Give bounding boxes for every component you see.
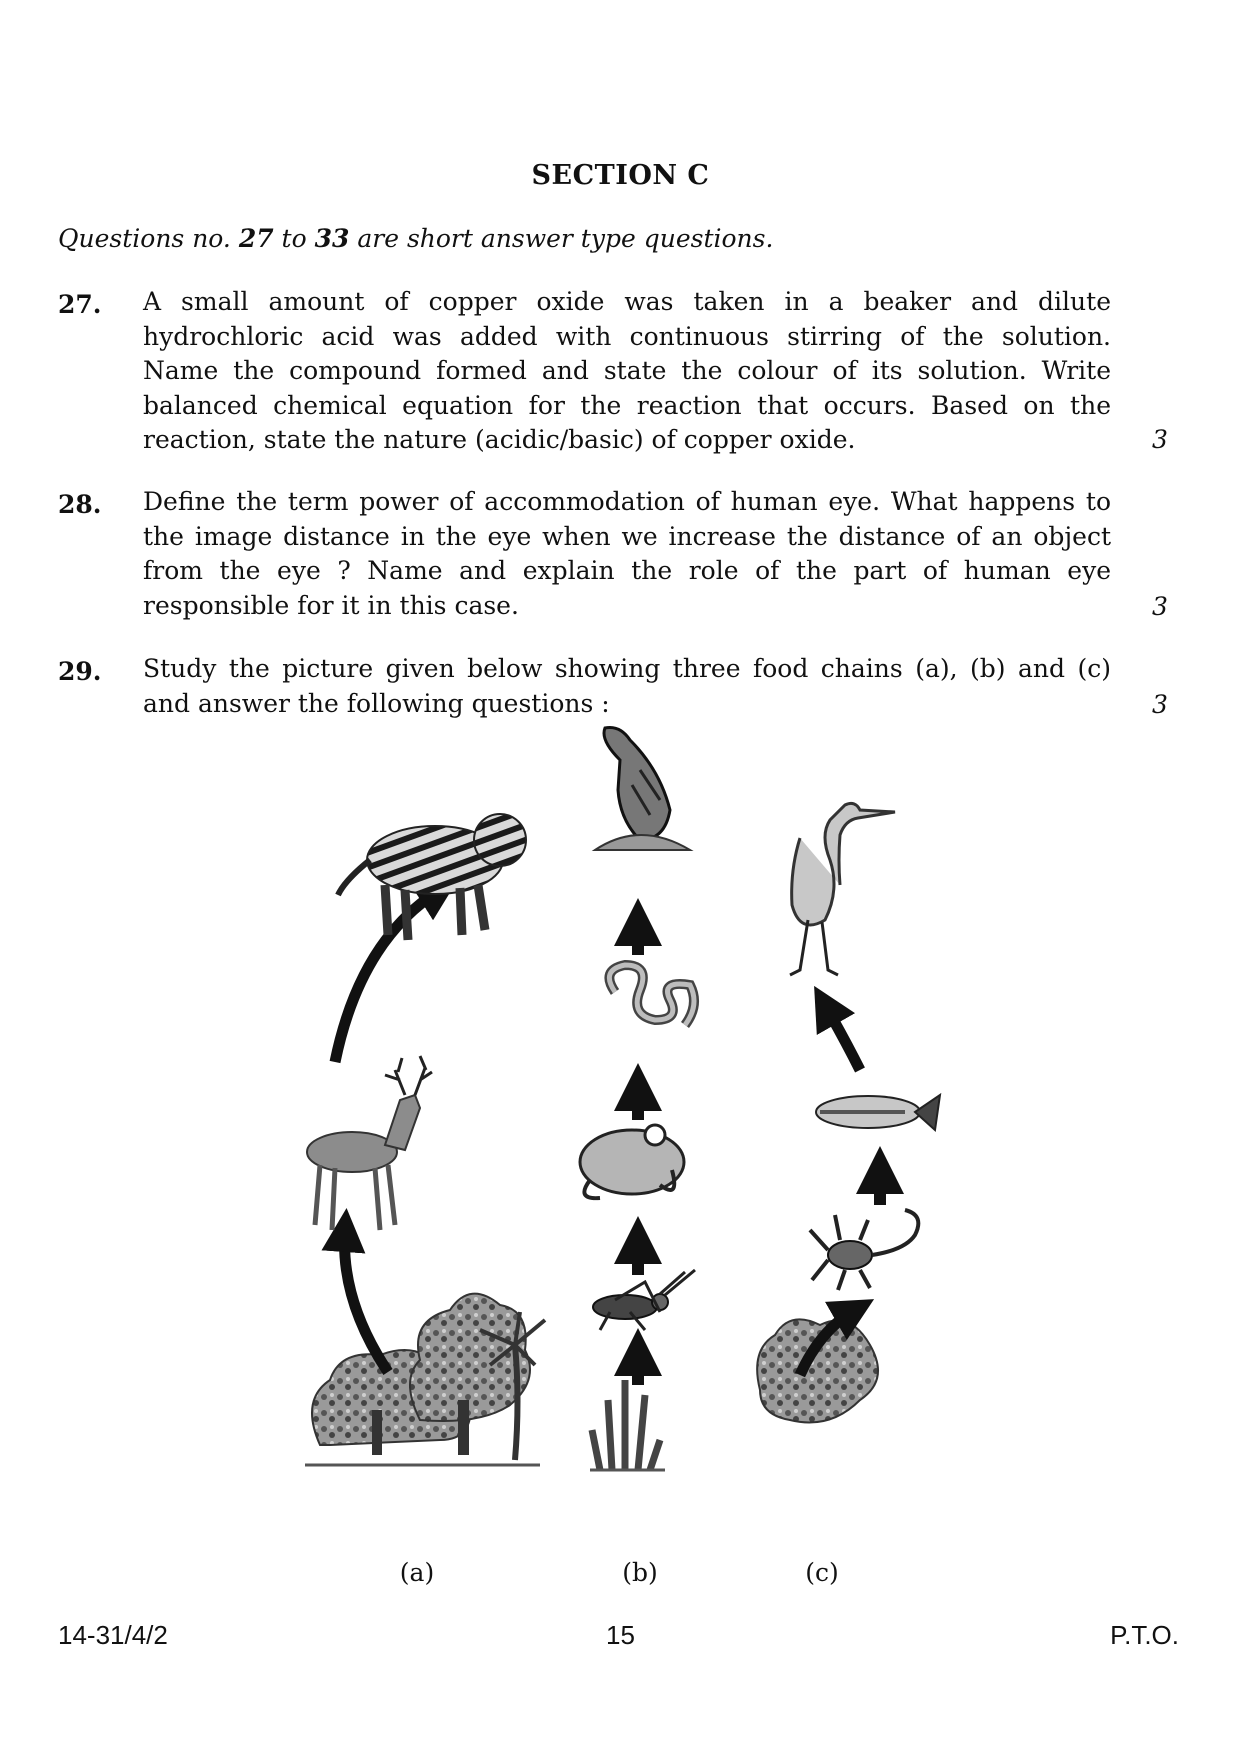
chain-b-frog-illustration: [580, 1125, 684, 1198]
instructions-from: 27: [238, 224, 274, 253]
chain-b-grasshopper-illustration: [593, 1270, 695, 1330]
instructions-mid: to: [273, 224, 315, 253]
chain-b-grass-illustration: [590, 1380, 665, 1470]
footer-pto: P.T.O.: [1110, 1620, 1179, 1650]
section-heading: SECTION C: [531, 160, 710, 191]
question-27-line: A small amount of copper oxide was taken in a beaker and dilute: [143, 287, 1111, 316]
question-27-marks: 3: [1152, 425, 1168, 454]
question-28-line: from the eye ? Name and explain the role of the part of human eye: [143, 556, 1111, 585]
chain-c-heron-illustration: [790, 803, 895, 975]
chain-a-tiger-illustration: [338, 814, 526, 940]
question-28-number: 28.: [58, 490, 102, 519]
chain-a-arrow-1: [345, 1230, 388, 1372]
chain-b-eagle-illustration: [595, 728, 690, 851]
question-27-line: hydrochloric acid was added with continuous stirring of the solution.: [143, 321, 1111, 351]
question-27-line: reaction, state the nature (acidic/basic) of copper oxide.: [143, 425, 856, 454]
chain-a-trees-illustration: [305, 1294, 545, 1465]
question-29-number: 29.: [58, 657, 102, 686]
question-28-line: the image distance in the eye when we increase the distance of an object: [143, 521, 1111, 551]
question-27-line: balanced chemical equation for the reaction that occurs. Based on the: [143, 390, 1111, 420]
chain-c-scorpion-illustration: [810, 1210, 918, 1290]
figure-label-b: (b): [622, 1558, 658, 1587]
chain-c-arrow-3: [825, 1005, 860, 1070]
footer-code: 14-31/4/2: [58, 1620, 168, 1650]
instructions-prefix: Questions no.: [58, 224, 239, 253]
question-27-line: Name the compound formed and state the colour of its solution. Write: [143, 356, 1111, 385]
question-28-line: responsible for it in this case.: [143, 590, 519, 620]
footer-page-number: 15: [606, 1620, 635, 1650]
figure-label-a: (a): [399, 1558, 435, 1587]
chain-a-deer-illustration: [307, 1056, 432, 1230]
chain-b-snake-illustration: [609, 965, 694, 1025]
question-28-marks: 3: [1152, 592, 1168, 621]
instructions-suffix: are short answer type questions.: [349, 224, 774, 253]
question-29-marks: 3: [1152, 690, 1168, 719]
question-29-line: and answer the following questions :: [143, 688, 610, 718]
chain-c-fish-illustration: [816, 1095, 940, 1130]
figure-label-c: (c): [805, 1558, 839, 1587]
instructions-to: 33: [314, 224, 350, 253]
question-28-line: Define the term power of accommodation of human eye. What happens to: [143, 487, 1111, 516]
question-29-line: Study the picture given below showing three food chains (a), (b) and (c): [143, 654, 1111, 683]
question-27-number: 27.: [58, 290, 102, 319]
chain-c-plant-illustration: [757, 1319, 878, 1422]
